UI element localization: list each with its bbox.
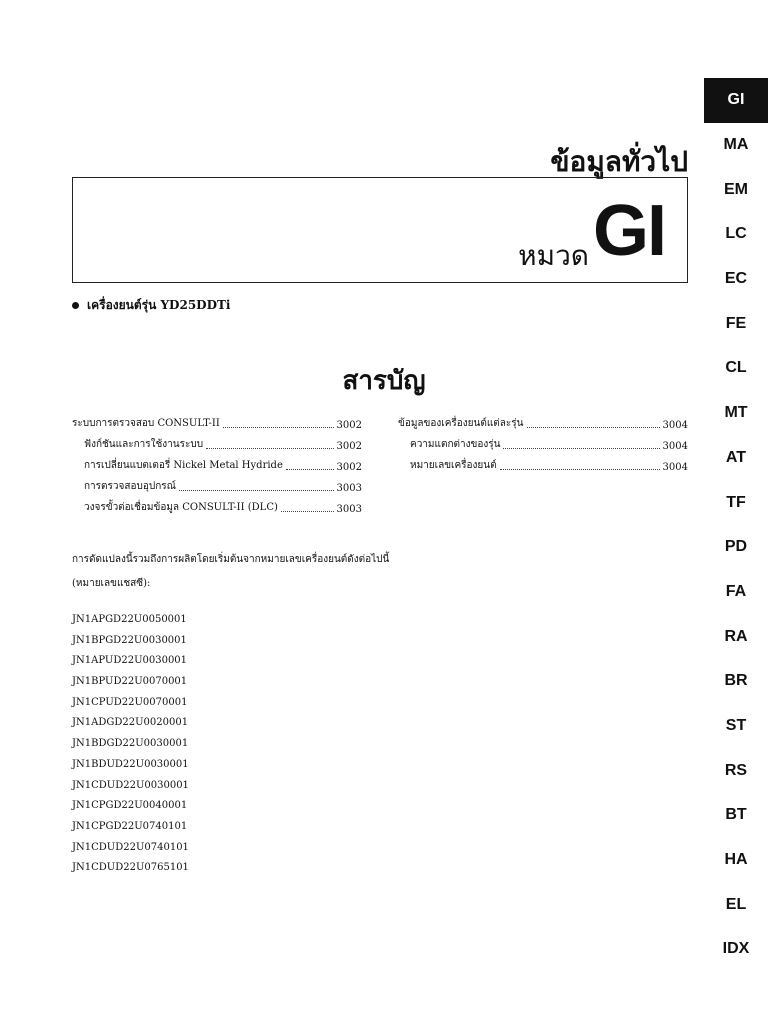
index-tab-em[interactable]: EM: [724, 180, 748, 198]
index-tab-fa[interactable]: FA: [725, 582, 747, 600]
toc-leader-dots: [503, 448, 659, 449]
bullet-icon: [72, 302, 79, 309]
toc-entry-page: 3004: [662, 441, 688, 452]
toc-entry[interactable]: [72, 494, 362, 515]
toc-entry-page: 3002: [336, 420, 362, 431]
section-banner: [72, 177, 688, 283]
toc-entry-page: 3002: [336, 441, 362, 452]
toc-leader-dots: [179, 490, 334, 491]
toc-entry-label: ความแตกต่างของรุ่น: [410, 439, 501, 450]
toc-title: สารบัญ: [342, 366, 426, 396]
vin-item: JN1BPUD22U0070001: [72, 676, 188, 688]
toc-left-column: [72, 410, 362, 515]
toc-entry-page: 3004: [662, 462, 688, 473]
index-tab-mt[interactable]: MT: [724, 404, 748, 422]
vin-item: JN1CDUD22U0765101: [72, 862, 189, 874]
toc-entry-page: 3003: [336, 504, 362, 515]
note-line-1: การดัดแปลงนี้รวมถึงการผลิตโดยเริ่มต้นจากหมายเลขเครื่องยนต์ดังต่อไปนี้: [72, 554, 390, 565]
note-line-2: (หมายเลขแชสซี):: [72, 578, 151, 589]
index-tab-lc[interactable]: LC: [725, 225, 747, 243]
note-block: [72, 548, 389, 596]
index-tab-ma[interactable]: MA: [723, 136, 749, 154]
index-tab-tf[interactable]: TF: [726, 493, 746, 511]
toc-entry[interactable]: [398, 431, 688, 452]
section-index-tabs: [704, 78, 768, 972]
toc-entry-label: วงจรขั้วต่อเชื่อมข้อมูล CONSULT-II (DLC): [84, 502, 278, 513]
vin-item: JN1APUD22U0030001: [72, 655, 188, 667]
section-title: ข้อมูลทั่วไป: [550, 145, 688, 178]
vin-item: JN1CPUD22U0070001: [72, 696, 188, 708]
vin-item: JN1CPGD22U0740101: [72, 820, 188, 832]
toc-leader-dots: [281, 511, 334, 512]
toc-entry-label: การตรวจสอบอุปกรณ์: [84, 481, 176, 492]
index-tab-st[interactable]: ST: [725, 716, 747, 734]
engine-note: [72, 296, 230, 315]
engine-note-text: เครื่องยนต์รุ่น YD25DDTi: [87, 298, 231, 312]
toc-entry[interactable]: [72, 431, 362, 452]
toc-entry-label: ข้อมูลของเครื่องยนต์แต่ละรุ่น: [398, 418, 524, 429]
index-tab-ra[interactable]: RA: [724, 627, 748, 645]
index-tab-ec[interactable]: EC: [724, 270, 748, 288]
vin-item: JN1BPGD22U0030001: [72, 634, 187, 646]
toc-entry-label: ฟังก์ชันและการใช้งานระบบ: [84, 439, 204, 450]
index-tab-rs[interactable]: RS: [724, 761, 748, 779]
vin-item: JN1APGD22U0050001: [72, 614, 187, 625]
toc-entry-page: 3004: [662, 420, 688, 431]
vin-item: JN1CPGD22U0040001: [72, 800, 188, 812]
vin-item: JN1CDUD22U0740101: [72, 841, 189, 853]
index-tab-el[interactable]: EL: [725, 895, 747, 913]
toc-right-column: [398, 410, 688, 473]
toc-entry-label: การเปลี่ยนแบตเตอรี่ Nickel Metal Hydride: [84, 460, 283, 471]
toc-entry[interactable]: [398, 410, 688, 431]
index-tab-at[interactable]: AT: [725, 448, 747, 466]
index-tab-fe[interactable]: FE: [725, 314, 747, 332]
vin-item: JN1CDUD22U0030001: [72, 779, 189, 791]
index-tab-bt[interactable]: BT: [725, 806, 747, 824]
vin-item: JN1BDGD22U0030001: [72, 738, 189, 750]
vin-item: JN1ADGD22U0020001: [72, 717, 189, 729]
index-tab-cl[interactable]: CL: [725, 359, 747, 377]
vin-list: [72, 610, 189, 879]
toc-leader-dots: [223, 427, 334, 428]
toc-entry[interactable]: [398, 452, 688, 473]
index-tab-gi[interactable]: GI: [704, 78, 768, 123]
toc-leader-dots: [286, 469, 334, 470]
toc-entry-label: ระบบการตรวจสอบ CONSULT-II: [72, 418, 220, 429]
banner-prefix: หมวด: [518, 239, 589, 272]
toc-entry-page: 3003: [336, 483, 362, 494]
toc-leader-dots: [500, 469, 660, 470]
index-tab-pd[interactable]: PD: [724, 538, 748, 556]
index-tab-ha[interactable]: HA: [724, 851, 748, 869]
toc-entry[interactable]: [72, 473, 362, 494]
index-tab-idx[interactable]: IDX: [722, 940, 750, 958]
vin-item: JN1BDUD22U0030001: [72, 758, 189, 770]
toc-entry[interactable]: [72, 410, 362, 431]
toc-leader-dots: [527, 427, 660, 428]
toc-entry[interactable]: [72, 452, 362, 473]
banner-code: GI: [592, 191, 665, 271]
index-tab-br[interactable]: BR: [724, 672, 748, 690]
toc-entry-label: หมายเลขเครื่องยนต์: [410, 460, 497, 471]
toc-entry-page: 3002: [336, 462, 362, 473]
toc-leader-dots: [206, 448, 333, 449]
